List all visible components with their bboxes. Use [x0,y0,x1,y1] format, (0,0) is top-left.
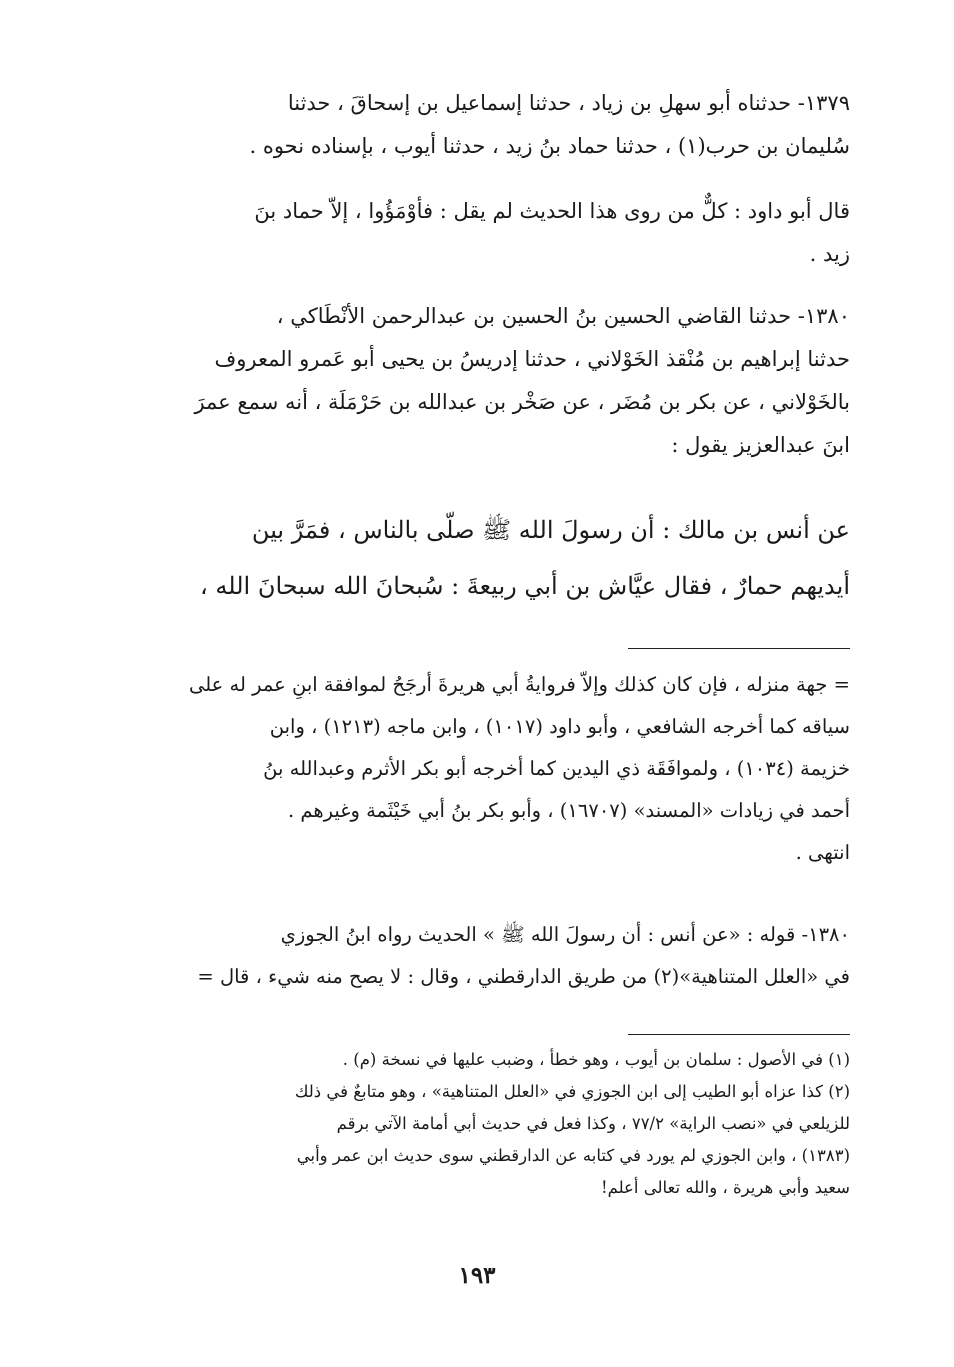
text-line: قال أبو داود : كلٌّ من روى هذا الحديث لم يقل : فأوْمَؤُوا ، إلاّ حماد بنَ [254,199,850,223]
text-line: للزيلعي في «نصب الراية» ٧٧/٢ ، وكذا فعل في حديث أبي أمامة الآتي برقم [336,1114,850,1133]
text-line: خزيمة (١٠٣٤) ، ولموافَقَة ذي اليدين كما أخرجه أبو بكر الأثرم وعبدالله بنُ [263,757,850,780]
paragraph-1379 [125,82,850,168]
text-line: ١٣٨٠- حدثنا القاضي الحسين بنُ الحسين بن عبدالرحمن الأنْطَاكي ، [276,304,850,328]
text-line: زيد . [809,242,850,266]
text-line: أحمد في زيادات «المسند» (١٦٧٠٧) ، وأبو بكر بنُ أبي خَيْثَمة وغيرهم . [287,799,850,822]
text-line: سعيد وأبي هريرة ، والله تعالى أعلم! [600,1178,850,1197]
text-line: سياقه كما أخرجه الشافعي ، وأبو داود (١٠١٧) ، وابن ماجه (١٢١٣) ، وابن [269,715,850,738]
footnote-1 [125,1044,850,1076]
text-line: عن أنس بن مالك : أن رسولَ الله ﷺ صلّى بالناس ، فمَرَّ بين [251,516,850,544]
paragraph-1380 [125,295,850,467]
commentary-separator [628,648,850,649]
text-line: ١٣٨٠- قوله : «عن أنس : أن رسولَ الله ﷺ » الحديث رواه ابنُ الجوزي [280,923,850,946]
hadith-matn [125,502,850,614]
text-line: ابنَ عبدالعزيز يقول : [671,433,850,457]
text-line: (١) في الأصول : سلمان بن أيوب ، وهو خطأ ، وضبب عليها في نسخة (م) . [342,1050,850,1069]
text-line: حدثنا إبراهيم بن مُنْقذ الخَوْلاني ، حدثنا إدريسُ بن يحيى أبو عَمرو المعروف [214,347,850,371]
text-line: = جهة منزله ، فإن كان كذلك وإلاّ فروايةُ أبي هريرةَ أرجَحُ لموافقة ابنِ عمر له على [188,673,850,696]
text-line: بالخَوْلاني ، عن بكر بن مُضَر ، عن صَخْر بن عبدالله بن حَرْمَلَة ، أنه سمع عمرَ [194,390,850,414]
text-line: في «العلل المتناهية»(٢) من طريق الدارقطني ، وقال : لا يصح منه شيء ، قال = [197,965,850,988]
text-line: أيديهم حمارٌ ، فقال عيَّاش بن أبي ربيعةَ : سُبحانَ الله سبحانَ الله ، [200,572,850,600]
text-line: سُليمان بن حرب(١) ، حدثنا حماد بنُ زيد ، حدثنا أيوب ، بإسناده نحوه . [249,134,850,158]
footnote-2 [125,1076,850,1204]
text-line: انتهى . [795,841,850,864]
text-line: (١٣٨٣) ، وابن الجوزي لم يورد في كتابه عن الدارقطني سوى حديث ابن عمر وأبي [296,1146,850,1165]
commentary-continued [125,664,850,874]
paragraph-abudawud-remark [125,190,850,276]
page-number: ١٩٣ [458,1262,496,1289]
commentary-1380 [125,914,850,998]
footnote-separator [628,1034,850,1035]
text-line: ١٣٧٩- حدثناه أبو سهلِ بن زياد ، حدثنا إسماعيل بن إسحاقَ ، حدثنا [287,91,850,115]
text-line: (٢) كذا عزاه أبو الطيب إلى ابن الجوزي في «العلل المتناهية» ، وهو متابعٌ في ذلك [294,1082,850,1101]
